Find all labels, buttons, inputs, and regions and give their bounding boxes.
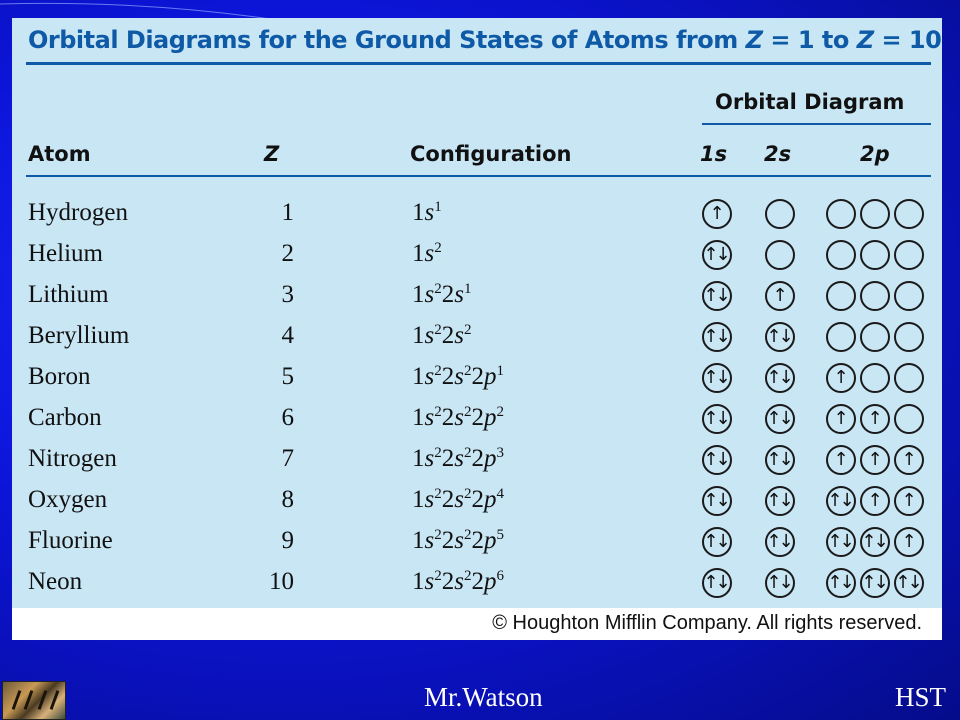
atom-name: Nitrogen bbox=[28, 445, 117, 472]
group-header-rule bbox=[702, 123, 931, 125]
orbital-2p bbox=[860, 363, 890, 393]
table-background bbox=[12, 18, 942, 608]
atomic-number: 3 bbox=[281, 281, 294, 308]
orbital-2s bbox=[765, 240, 795, 270]
orbital-2p bbox=[894, 322, 924, 352]
orbital-2s: ↑↓ bbox=[765, 568, 795, 598]
header-z: Z bbox=[264, 142, 280, 166]
orbital-1s: ↑↓ bbox=[702, 527, 732, 557]
atom-name: Beryllium bbox=[28, 322, 130, 349]
orbital-1s: ↑↓ bbox=[702, 486, 732, 516]
orbital-2s: ↑↓ bbox=[765, 486, 795, 516]
orbital-2s: ↑↓ bbox=[765, 527, 795, 557]
electron-configuration: $1s^22s^22p^4$ bbox=[412, 486, 504, 513]
orbital-2p bbox=[894, 404, 924, 434]
atomic-number: 1 bbox=[281, 199, 294, 226]
orbital-2p: ↑ bbox=[894, 445, 924, 475]
header-configuration: Configuration bbox=[410, 142, 572, 166]
orbital-2p: ↑ bbox=[860, 445, 890, 475]
orbital-1s: ↑ bbox=[702, 199, 732, 229]
orbital-2p bbox=[894, 281, 924, 311]
electron-configuration: $1s^22s^1$ bbox=[412, 281, 472, 308]
electron-configuration: $1s^22s^2$ bbox=[412, 322, 472, 349]
orbital-2p: ↑↓ bbox=[826, 486, 856, 516]
orbital-2p: ↑↓ bbox=[860, 527, 890, 557]
copyright-notice: © Houghton Mifflin Company. All rights reserved. bbox=[492, 612, 922, 634]
electron-configuration: $1s^1$ bbox=[412, 199, 442, 226]
atom-name: Helium bbox=[28, 240, 103, 267]
atom-name: Hydrogen bbox=[28, 199, 128, 226]
header-atom: Atom bbox=[28, 142, 91, 166]
orbital-2s: ↑ bbox=[765, 281, 795, 311]
orbital-2s bbox=[765, 199, 795, 229]
orbital-1s: ↑↓ bbox=[702, 281, 732, 311]
orbital-2p bbox=[826, 281, 856, 311]
orbital-2p: ↑↓ bbox=[826, 527, 856, 557]
orbital-2s: ↑↓ bbox=[765, 404, 795, 434]
orbital-2p bbox=[860, 322, 890, 352]
electron-configuration: $1s^22s^22p^5$ bbox=[412, 527, 504, 554]
orbital-2p bbox=[860, 281, 890, 311]
orbital-1s: ↑↓ bbox=[702, 363, 732, 393]
orbital-1s: ↑↓ bbox=[702, 404, 732, 434]
atomic-number: 5 bbox=[281, 363, 294, 390]
orbital-2s: ↑↓ bbox=[765, 363, 795, 393]
orbital-2p bbox=[860, 240, 890, 270]
orbital-2p: ↑↓ bbox=[826, 568, 856, 598]
table-title: Orbital Diagrams for the Ground States of Atoms from Z = 1 to Z = 10 bbox=[28, 26, 942, 54]
atom-name: Carbon bbox=[28, 404, 102, 431]
orbital-2p bbox=[826, 322, 856, 352]
atom-name: Lithium bbox=[28, 281, 109, 308]
table-figure bbox=[12, 18, 942, 640]
orbital-2p: ↑ bbox=[826, 404, 856, 434]
title-rule bbox=[26, 62, 931, 65]
orbital-diagram-group-header: Orbital Diagram bbox=[715, 90, 905, 114]
orbital-2p bbox=[826, 199, 856, 229]
orbital-2s: ↑↓ bbox=[765, 322, 795, 352]
orbital-2p bbox=[894, 363, 924, 393]
atomic-number: 8 bbox=[281, 486, 294, 513]
orbital-2p bbox=[860, 199, 890, 229]
atomic-number: 6 bbox=[281, 404, 294, 431]
atom-name: Boron bbox=[28, 363, 91, 390]
orbital-2p: ↑ bbox=[894, 527, 924, 557]
orbital-2p: ↑ bbox=[860, 404, 890, 434]
orbital-1s: ↑↓ bbox=[702, 322, 732, 352]
electron-configuration: $1s^22s^22p^6$ bbox=[412, 568, 504, 595]
atomic-number: 9 bbox=[281, 527, 294, 554]
header-rule bbox=[26, 175, 931, 177]
atom-name: Fluorine bbox=[28, 527, 113, 554]
orbital-2p: ↑ bbox=[894, 486, 924, 516]
atom-name: Oxygen bbox=[28, 486, 108, 513]
orbital-2p: ↑↓ bbox=[894, 568, 924, 598]
orbital-2p: ↑↓ bbox=[860, 568, 890, 598]
orbital-2p bbox=[894, 199, 924, 229]
orbital-2p bbox=[826, 240, 856, 270]
footer-course-code: HST bbox=[894, 682, 946, 712]
orbital-2p bbox=[894, 240, 924, 270]
atomic-number: 4 bbox=[281, 322, 294, 349]
atomic-number: 7 bbox=[281, 445, 294, 472]
orbital-1s: ↑↓ bbox=[702, 445, 732, 475]
tiger-thumbnail bbox=[2, 681, 66, 720]
atomic-number: 2 bbox=[281, 240, 294, 267]
footer-author: Mr.Watson bbox=[424, 682, 543, 712]
electron-configuration: $1s^22s^22p^1$ bbox=[412, 363, 504, 390]
orbital-1s: ↑↓ bbox=[702, 240, 732, 270]
atom-name: Neon bbox=[28, 568, 83, 595]
header-1s: 1s bbox=[700, 142, 728, 166]
orbital-2p: ↑ bbox=[860, 486, 890, 516]
header-2p: 2p bbox=[860, 142, 890, 166]
header-2s: 2s bbox=[764, 142, 792, 166]
electron-configuration: $1s^22s^22p^3$ bbox=[412, 445, 504, 472]
orbital-2s: ↑↓ bbox=[765, 445, 795, 475]
atomic-number: 10 bbox=[269, 568, 294, 595]
electron-configuration: $1s^2$ bbox=[412, 240, 442, 267]
orbital-2p: ↑ bbox=[826, 445, 856, 475]
orbital-1s: ↑↓ bbox=[702, 568, 732, 598]
electron-configuration: $1s^22s^22p^2$ bbox=[412, 404, 504, 431]
orbital-2p: ↑ bbox=[826, 363, 856, 393]
